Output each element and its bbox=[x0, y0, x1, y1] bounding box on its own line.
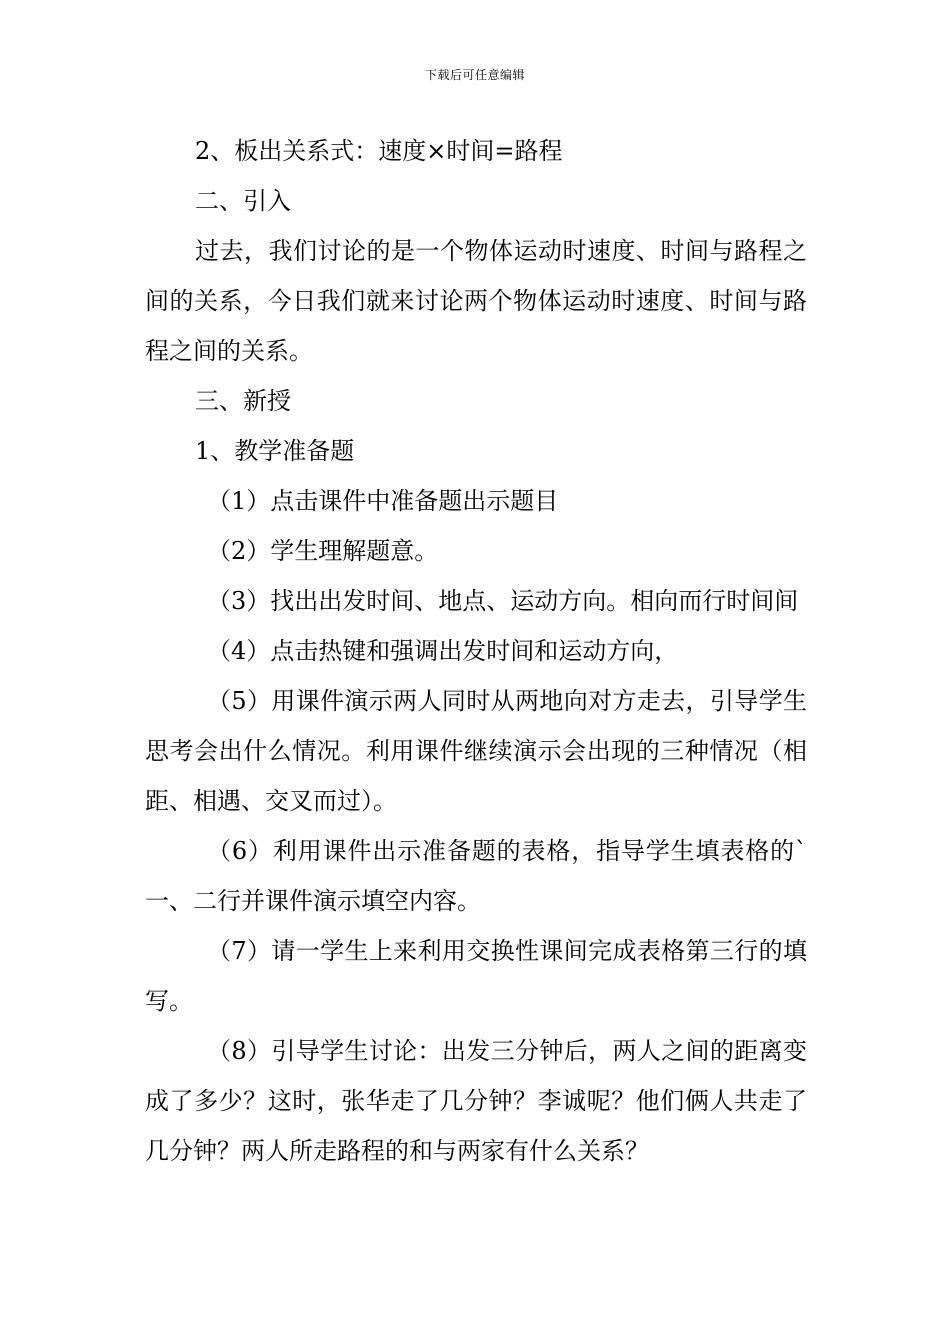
step-2: （2）学生理解题意。 bbox=[207, 537, 439, 565]
heading-introduction: 二、引入 bbox=[195, 187, 291, 215]
step-5: （5）用课件演示两人同时从两地向对方走去，引导学生思考会出什么情况。利用课件继续演示会出现的三种情况（相距、相遇、交叉而过）。 bbox=[145, 687, 807, 815]
heading-preparation-problem: 1、教学准备题 bbox=[195, 437, 355, 465]
paragraph-introduction: 过去，我们讨论的是一个物体运动时速度、时间与路程之间的关系，今日我们就来讨论两个物体运动时速度、时间与路程之间的关系。 bbox=[145, 237, 807, 365]
paragraph-relation-formula: 2、板出关系式：速度×时间=路程 bbox=[195, 137, 563, 165]
step-8: （8）引导学生讨论：出发三分钟后，两人之间的距离变成了多少？这时，张华走了几分钟？李诚呢？他们俩人共走了几分钟？两人所走路程的和与两家有什么关系？ bbox=[145, 1037, 807, 1165]
step-6: （6）利用课件出示准备题的表格，指导学生填表格的`一、二行并课件演示填空内容。 bbox=[145, 837, 807, 915]
step-3: （3）找出出发时间、地点、运动方向。相向而行时间间 bbox=[207, 587, 799, 615]
step-4: （4）点击热键和强调出发时间和运动方向， bbox=[207, 637, 679, 665]
step-1: （1）点击课件中准备题出示题目 bbox=[207, 487, 559, 515]
document-body bbox=[145, 126, 807, 1176]
page-header-note: 下载后可任意编辑 bbox=[424, 68, 525, 82]
step-7: （7）请一学生上来利用交换性课间完成表格第三行的填写。 bbox=[145, 937, 807, 1015]
heading-new-lesson: 三、新授 bbox=[195, 387, 291, 415]
